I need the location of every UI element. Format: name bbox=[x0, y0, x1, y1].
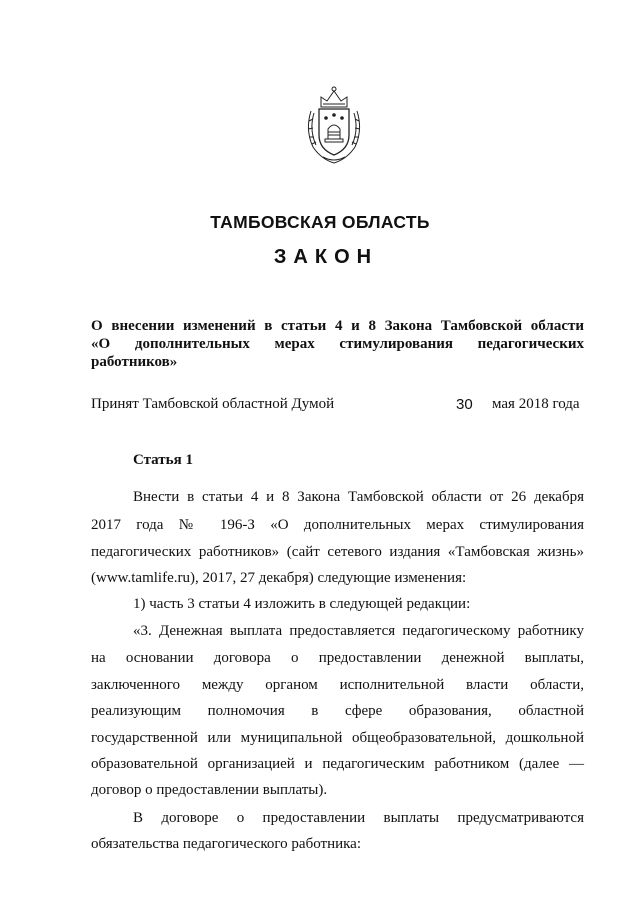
body-line: «3. Денежная выплата предоставляется педагогическому работнику bbox=[133, 623, 584, 639]
region-name: ТАМБОВСКАЯ ОБЛАСТЬ bbox=[210, 212, 430, 232]
article-heading: Статья 1 bbox=[133, 452, 193, 468]
adoption-month-year: мая 2018 года bbox=[492, 396, 580, 412]
body-line: договор о предоставлении выплаты). bbox=[91, 782, 328, 798]
body-line: реализующим полномочия в сфере образования, областной bbox=[91, 703, 584, 719]
adoption-day: 30 bbox=[456, 396, 473, 413]
law-title-line: О внесении изменений в статьи 4 и 8 Закона Тамбовской области bbox=[91, 318, 584, 334]
body-line: педагогических работников» (сайт сетевого издания «Тамбовская жизнь» bbox=[91, 544, 584, 560]
body-line: образовательной организацией и педагогическим работником (далее — bbox=[91, 756, 584, 772]
law-title-line: работников» bbox=[91, 354, 178, 370]
adoption-text: Принят Тамбовской областной Думой bbox=[91, 396, 335, 412]
law-title-line: «О дополнительных мерах стимулирования педагогических bbox=[91, 336, 584, 352]
body-line: Внести в статьи 4 и 8 Закона Тамбовской области от 26 декабря bbox=[133, 489, 584, 505]
body-line: на основании договора о предоставлении денежной выплаты, bbox=[91, 650, 584, 666]
tambov-coat-of-arms-icon bbox=[303, 85, 365, 165]
body-line: заключенного между органом исполнительной власти области, bbox=[91, 677, 584, 693]
body-line: 1) часть 3 статьи 4 изложить в следующей редакции: bbox=[133, 596, 471, 612]
body-line: государственной или муниципальной общеобразовательной, дошкольной bbox=[91, 730, 584, 746]
body-line: 2017 года № 196-З «О дополнительных мерах стимулирования bbox=[91, 517, 584, 533]
body-line: обязательства педагогического работника: bbox=[91, 836, 362, 852]
body-line: (www.tamlife.ru), 2017, 27 декабря) следующие изменения: bbox=[91, 570, 467, 586]
body-line: В договоре о предоставлении выплаты предусматриваются bbox=[133, 810, 584, 826]
document-type: ЗАКОН bbox=[273, 246, 379, 268]
